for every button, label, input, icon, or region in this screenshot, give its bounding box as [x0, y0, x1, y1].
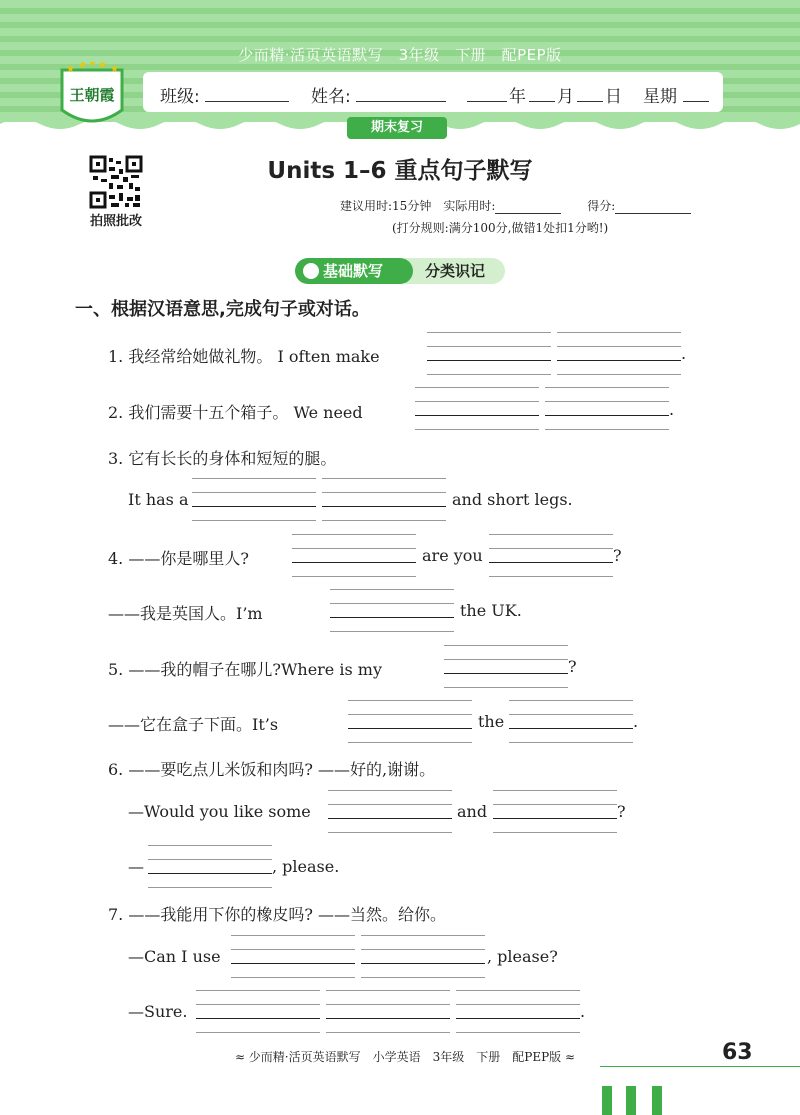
q5-cn2: ——它在盒子下面。	[108, 715, 253, 734]
q2-blank-2[interactable]	[545, 387, 669, 429]
q4-mid: are you	[422, 546, 483, 565]
svg-text:★: ★	[88, 62, 97, 69]
time-line	[340, 197, 740, 214]
scoring-rule: (打分规则:满分100分,做错1处扣1分哟!)	[392, 221, 609, 235]
q2-text	[108, 400, 363, 423]
student-info-bar	[143, 72, 723, 112]
q7-blank-5[interactable]	[456, 990, 580, 1032]
logo-text: 王朝霞	[69, 86, 115, 104]
q1-blank-1[interactable]	[427, 332, 551, 374]
q7-end: , please?	[487, 947, 558, 966]
q1-en: I often make	[277, 347, 380, 366]
q4-cn: 4. ——你是哪里人?	[108, 549, 249, 568]
q2-end: .	[669, 400, 675, 419]
qr-label: 拍照批改	[89, 214, 142, 229]
year-label: 年	[509, 87, 526, 107]
pill-main-label: 基础默写	[323, 262, 384, 280]
day-label: 日	[605, 87, 622, 107]
q1-text	[108, 344, 380, 367]
svg-text:★: ★	[110, 64, 119, 75]
q6-mid: and	[457, 802, 488, 821]
q5-text	[108, 657, 382, 680]
section-pill	[295, 258, 505, 284]
q5-en: Where is my	[280, 660, 382, 679]
footer-rule	[600, 1066, 800, 1067]
name-field[interactable]	[356, 85, 446, 102]
q7-en2: —Sure.	[128, 1002, 188, 1021]
q6-dash: —	[128, 857, 144, 876]
q5-end: ?	[568, 657, 577, 676]
class-field[interactable]	[205, 85, 289, 102]
footer-bar	[602, 1086, 612, 1115]
qr-code-icon[interactable]	[89, 155, 143, 209]
day-field[interactable]	[577, 85, 603, 102]
q5-blank-3[interactable]	[509, 700, 633, 742]
q4-blank-2[interactable]	[489, 534, 613, 576]
q7-blank-3[interactable]	[196, 990, 320, 1032]
weekday-field[interactable]	[683, 85, 709, 102]
month-field[interactable]	[529, 85, 555, 102]
q6-blank-1[interactable]	[328, 790, 452, 832]
q1-cn: 1. 我经常给她做礼物。	[108, 347, 273, 366]
pill-main	[295, 258, 413, 284]
q6-end: ?	[617, 802, 626, 821]
q2-cn: 2. 我们需要十五个箱子。	[108, 403, 289, 422]
brand-logo	[52, 62, 132, 130]
class-label: 班级:	[160, 87, 200, 107]
svg-text:★: ★	[66, 64, 75, 75]
q4-blank-3[interactable]	[330, 589, 454, 631]
q6-end2: , please.	[272, 857, 340, 876]
q4-blank-1[interactable]	[292, 534, 416, 576]
q7-end2: .	[580, 1002, 586, 1021]
review-tag: 期末复习	[347, 117, 447, 139]
section-title: 一、根据汉语意思,完成句子或对话。	[75, 299, 370, 320]
series-title: 少而精·活页英语默写 3年级 下册 配PEP版	[238, 46, 562, 64]
q1-blank-2[interactable]	[557, 332, 681, 374]
q2-en: We need	[293, 403, 363, 422]
q3-en-a: It has a	[128, 490, 189, 509]
footer-text: ≈ 少而精·活页英语默写 小学英语 3年级 下册 配PEP版 ≈	[234, 1050, 576, 1064]
year-field[interactable]	[467, 85, 507, 102]
weekday-label: 星期	[643, 87, 677, 107]
q6-blank-3[interactable]	[148, 845, 272, 887]
q7-blank-4[interactable]	[326, 990, 450, 1032]
q6-blank-2[interactable]	[493, 790, 617, 832]
q3-cn: 3. 它有长长的身体和短短的腿。	[108, 449, 337, 468]
svg-text:★: ★	[78, 62, 87, 71]
q3-blank-1[interactable]	[192, 478, 316, 520]
q5-mid2: the	[478, 712, 505, 731]
name-label: 姓名:	[311, 87, 351, 107]
q7-blank-2[interactable]	[361, 935, 485, 977]
time-label: 建议用时:15分钟 实际用时:	[340, 199, 496, 213]
q4-end2: the UK.	[460, 601, 522, 620]
q5-blank-1[interactable]	[444, 645, 568, 687]
q4-en2: I’m	[236, 604, 263, 623]
q5-cn: 5. ——我的帽子在哪儿?	[108, 660, 281, 679]
q7-blank-1[interactable]	[231, 935, 355, 977]
footer-bar	[626, 1086, 636, 1115]
q7-en: —Can I use	[128, 947, 221, 966]
footer-bar	[652, 1086, 662, 1115]
medal-icon	[303, 263, 319, 279]
q6-cn: 6. ——要吃点儿米饭和肉吗? ——好的,谢谢。	[108, 760, 436, 779]
actual-time-field[interactable]	[495, 201, 561, 214]
q3-en-b: and short legs.	[452, 490, 573, 509]
page-title: Units 1–6 重点句子默写	[267, 158, 533, 184]
q4-end: ?	[613, 546, 622, 565]
q1-end: .	[681, 344, 687, 363]
pill-sub: 分类识记	[405, 258, 505, 284]
month-label: 月	[557, 87, 574, 107]
q2-blank-1[interactable]	[415, 387, 539, 429]
svg-text:★: ★	[98, 62, 107, 71]
q4-line2	[108, 601, 263, 624]
score-label: 得分:	[587, 199, 616, 213]
q7-cn: 7. ——我能用下你的橡皮吗? ——当然。给你。	[108, 905, 447, 924]
score-field[interactable]	[615, 201, 691, 214]
q5-line2	[108, 712, 278, 735]
q5-en2: It’s	[252, 715, 279, 734]
q5-end2: .	[633, 712, 639, 731]
q5-blank-2[interactable]	[348, 700, 472, 742]
page-number: 63	[722, 1040, 753, 1065]
q6-en: —Would you like some	[128, 802, 311, 821]
q3-blank-2[interactable]	[322, 478, 446, 520]
q4-cn2: ——我是英国人。	[108, 604, 237, 623]
